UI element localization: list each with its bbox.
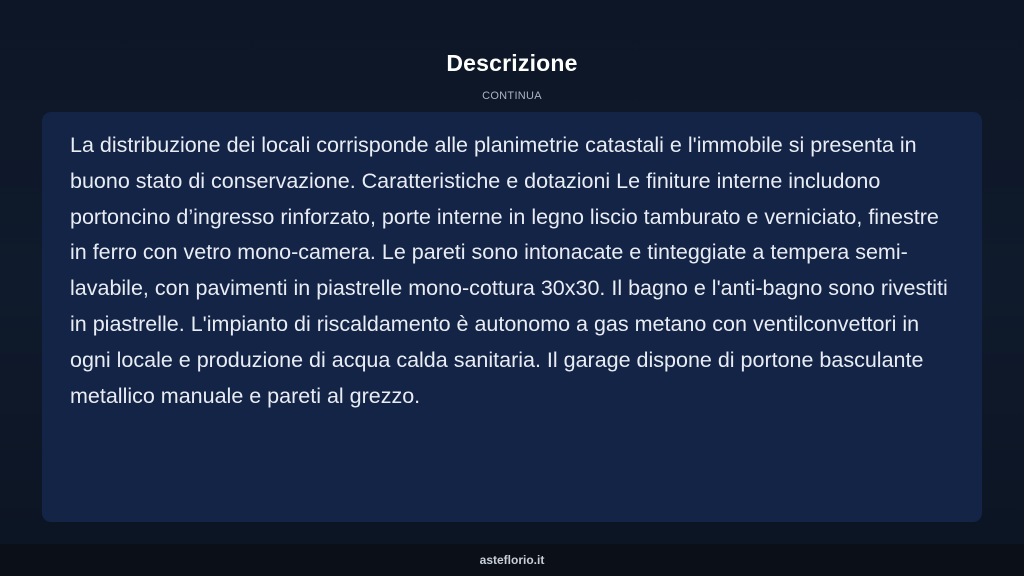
page-title: Descrizione bbox=[446, 50, 578, 76]
description-card bbox=[42, 112, 982, 522]
continue-label: CONTINUA bbox=[482, 90, 542, 102]
footer-bar bbox=[0, 544, 1024, 576]
footer-site-label: asteflorio.it bbox=[479, 553, 545, 567]
description-text: La distribuzione dei locali corrisponde alle planimetrie catastali e l'immobile si presenta in buono stato di conservazione. Caratteristiche e dotazioni Le finiture interne includono portoncino d’ingresso rinforzato, porte interne in legno liscio tamburato e verniciato, finestre in ferro con vetro mono-camera. Le pareti sono intonacate e tinteggiate a tempera semi-lavabile, con pavimenti in piastrelle mono-cottura 30x30. Il bagno e l'anti-bagno sono rivestiti in piastrelle. L'impianto di riscaldamento è autonomo a gas metano con ventilconvettori in ogni locale e produzione di acqua calda sanitaria. Il garage dispone di portone basculante metallico manuale e pareti al grezzo. bbox=[70, 133, 948, 408]
